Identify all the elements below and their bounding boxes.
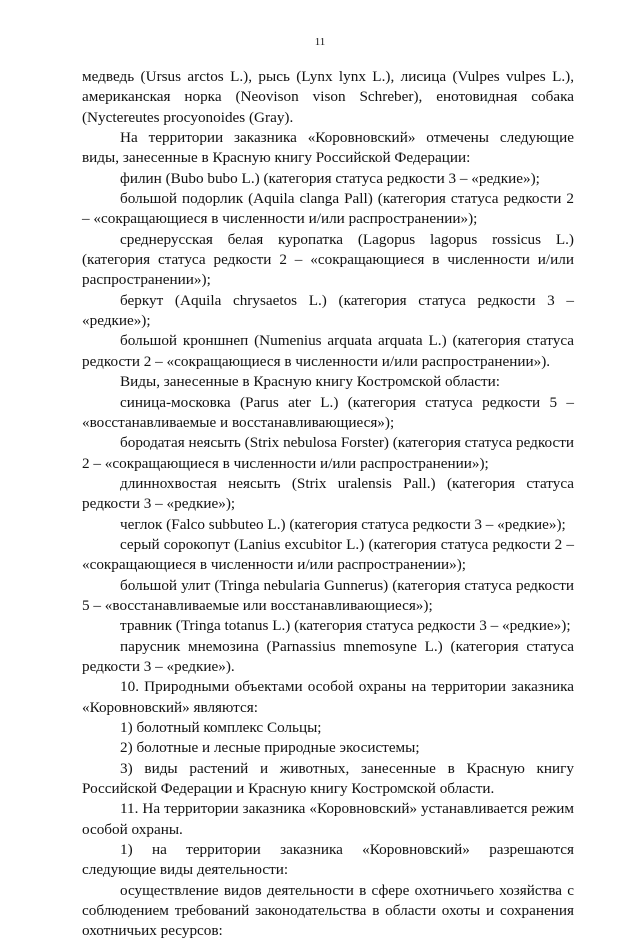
paragraph: беркут (Aquila chrysaetos L.) (категория статуса редкости 3 – «редкие»); (82, 291, 574, 330)
paragraph: серый сорокопут (Lanius excubitor L.) (категория статуса редкости 2 – «сокращающиеся в численности и/или распространении»); (82, 535, 574, 574)
paragraph: филин (Bubo bubo L.) (категория статуса редкости 3 – «редкие»); (120, 169, 540, 187)
paragraph: чеглок (Falco subbuteo L.) (категория статуса редкости 3 – «редкие»); (120, 515, 566, 533)
paragraph: парусник мнемозина (Parnassius mnemosyne L.) (категория статуса редкости 3 – «редкие»). (82, 637, 574, 675)
paragraph: 1) болотный комплекс Сольцы; (120, 719, 322, 736)
paragraph: осуществление видов деятельности в сфере охотничьего хозяйства с соблюдением требований законодательства в области охоты и сохранения охотничьих ресурсов: (82, 881, 574, 940)
paragraph: 10. Природными объектами особой охраны на территории заказника «Коровновский» являются: (82, 678, 574, 716)
paragraph: 3) виды растений и животных, занесенные в Красную книгу Российской Федерации и Красную книгу Костромской области. (82, 759, 574, 798)
paragraph: бородатая неясыть (Strix nebulosa Forster) (категория статуса редкости 2 – «сокращающиеся в численности и/или распространении»); (82, 434, 574, 472)
paragraph: среднерусская белая куропатка (Lagopus lagopus rossicus L.) (категория статуса редкости 2 – «сокращающиеся в численности и/или распространении»); (82, 230, 574, 289)
paragraph: большой улит (Tringa nebularia Gunnerus) (категория статуса редкости 5 – «восстанавливаемые или восстанавливающиеся»); (82, 576, 574, 614)
paragraph: 2) болотные и лесные природные экосистемы; (120, 739, 420, 757)
document-body (82, 67, 574, 942)
paragraph: большой кроншнеп (Numenius arquata arquata L.) (категория статуса редкости 2 – «сокращающиеся в численности и/или распространении»). (82, 332, 574, 370)
paragraph: медведь (Ursus arctos L.), рысь (Lynx lynx L.), лисица (Vulpes vulpes L.), американская норка (Neovison vison Schreber), енотовидная собака (Nyctereutes procyonoides (Gray). (82, 68, 574, 126)
page-number: 11 (314, 36, 326, 48)
paragraph: длиннохвостая неясыть (Strix uralensis Pall.) (категория статуса редкости 3 – «редкие»); (82, 474, 574, 513)
paragraph: 11. На территории заказника «Коровновский» устанавливается режим особой охраны. (82, 800, 574, 838)
paragraph: большой подорлик (Aquila clanga Pall) (категория статуса редкости 2 – «сокращающиеся в численности и/или распространении»); (82, 190, 574, 228)
paragraph: Виды, занесенные в Красную книгу Костромской области: (120, 373, 500, 391)
paragraph: синица-московка (Parus ater L.) (категория статуса редкости 5 – «восстанавливаемые и восстанавливающиеся»); (82, 393, 574, 431)
paragraph: На территории заказника «Коровновский» отмечены следующие виды, занесенные в Красную книгу Российской Федерации: (82, 129, 574, 167)
paragraph: травник (Tringa totanus L.) (категория статуса редкости 3 – «редкие»); (120, 617, 571, 635)
paragraph: 1) на территории заказника «Коровновский» разрешаются следующие виды деятельности: (82, 841, 574, 879)
